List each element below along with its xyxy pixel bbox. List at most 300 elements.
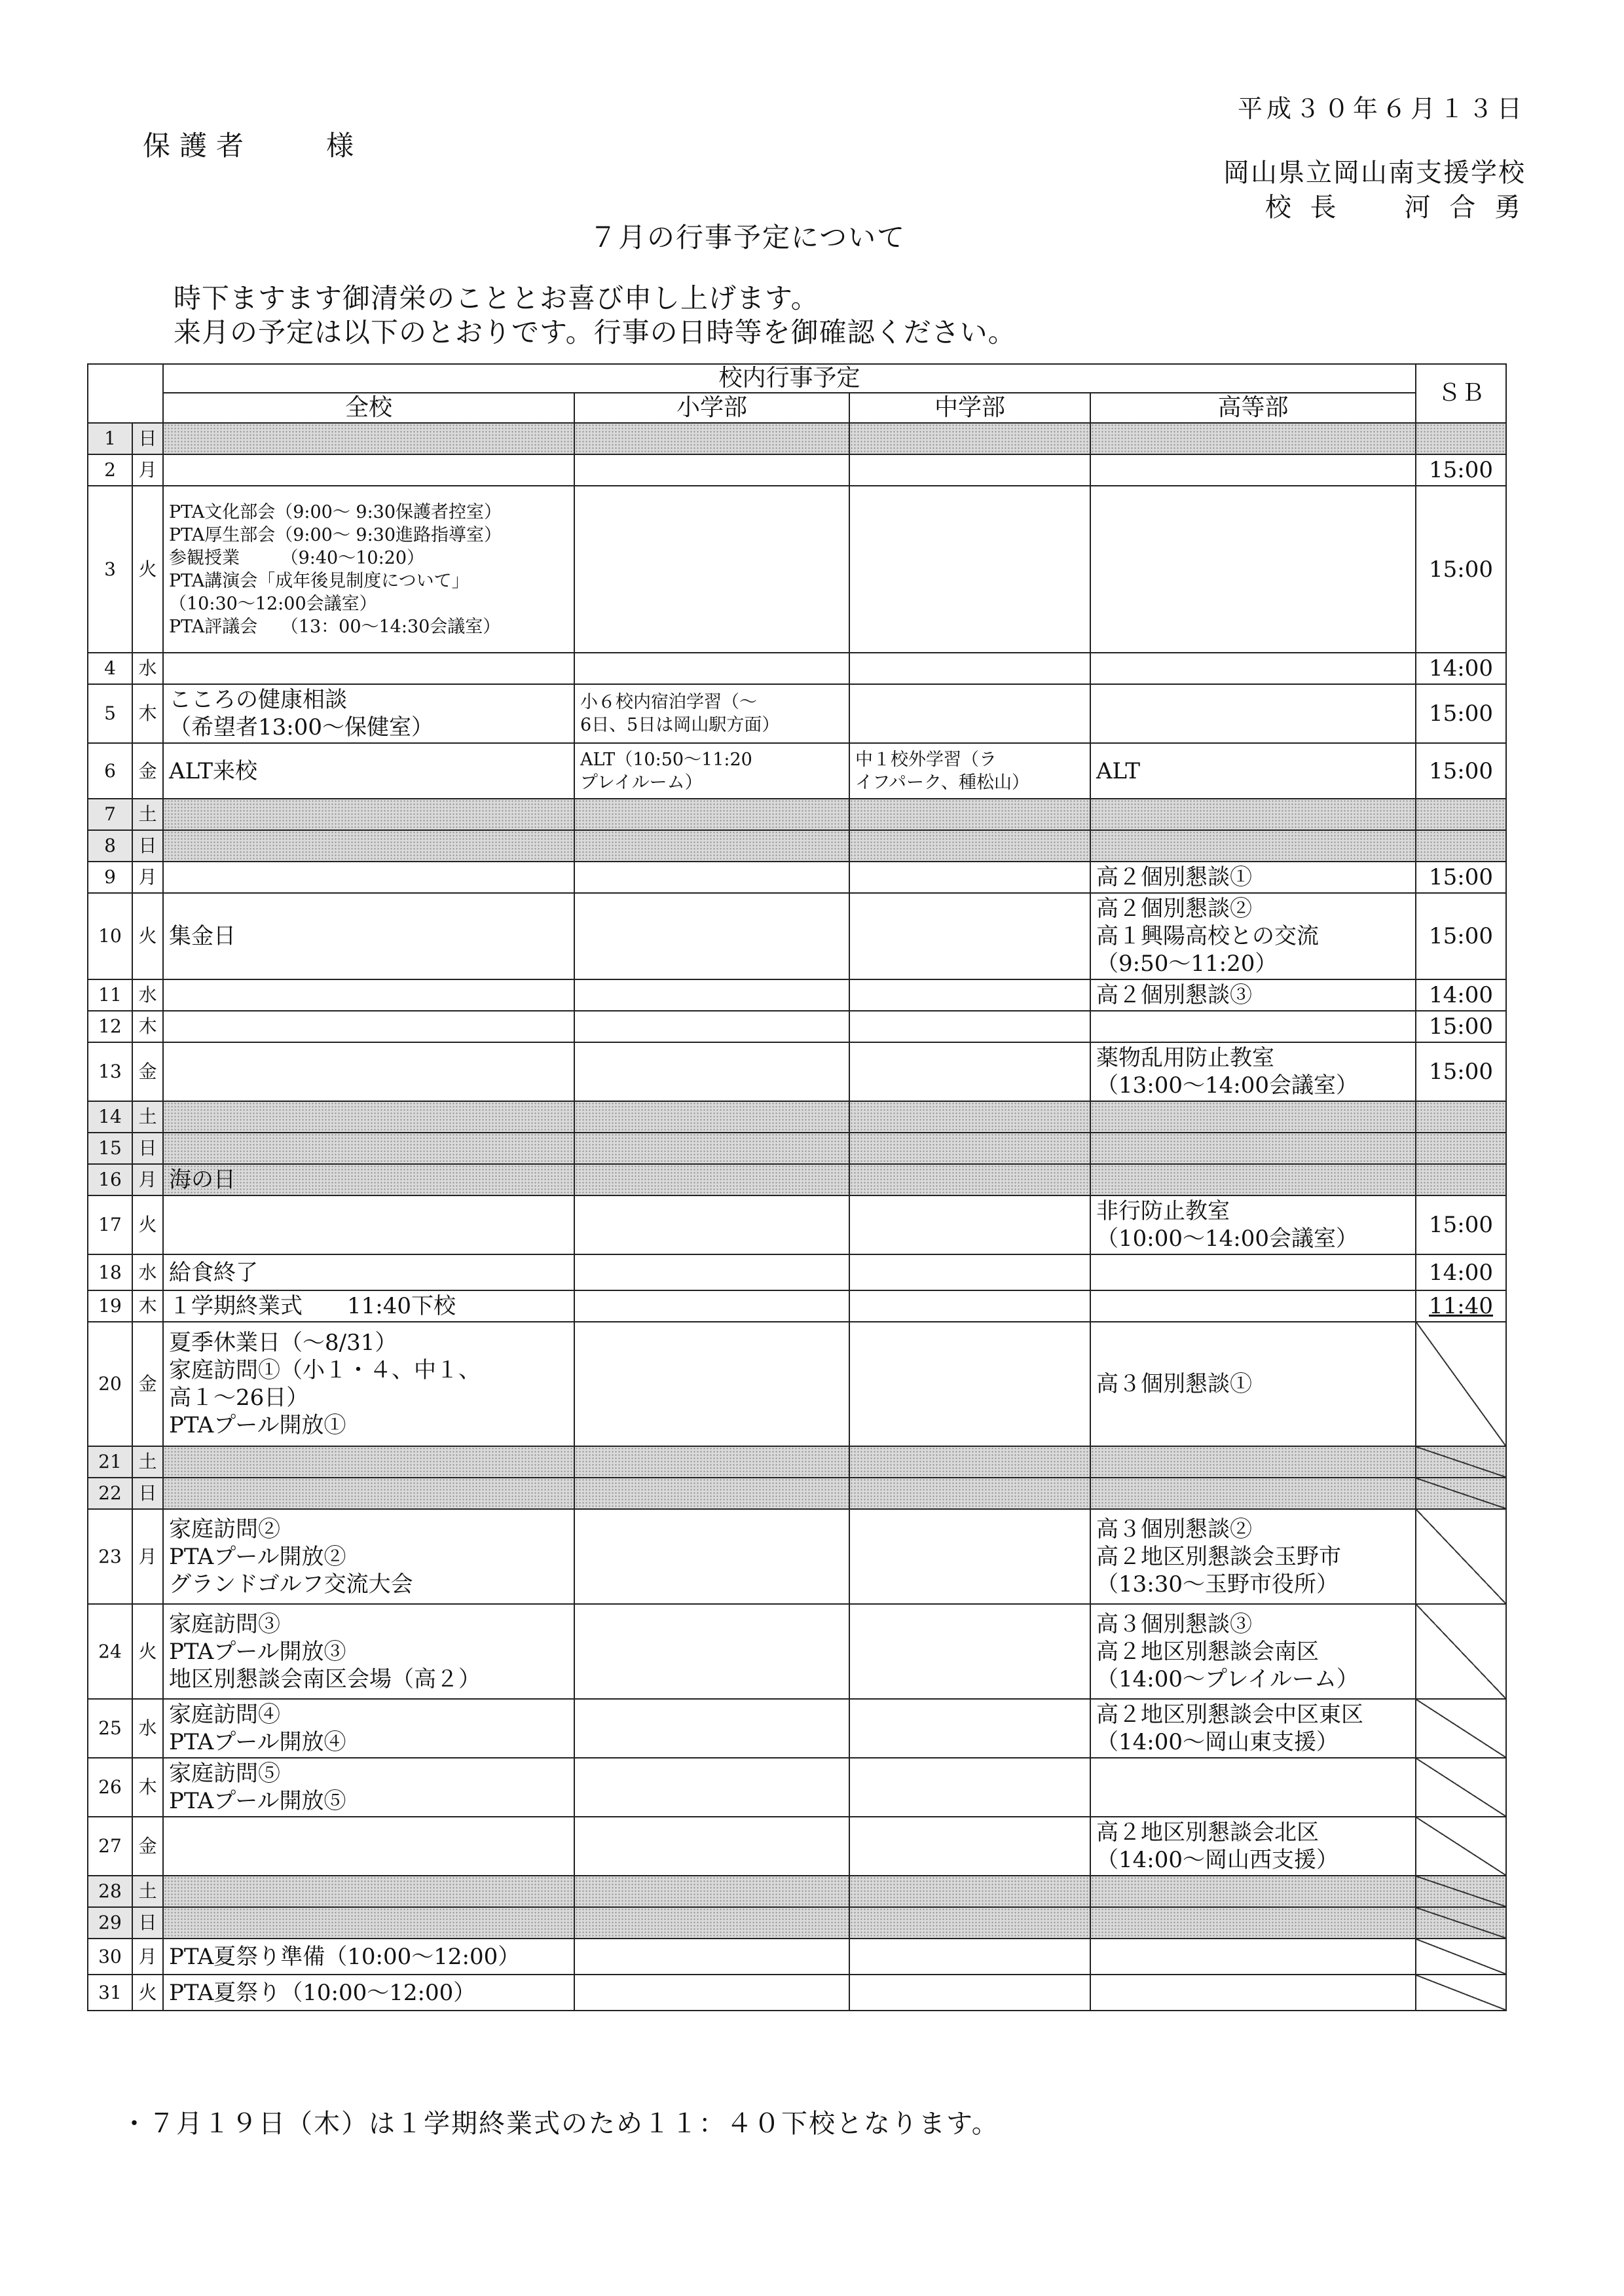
schedule-row <box>88 1939 1506 1975</box>
sb-time-text: 14:00 <box>1429 1259 1493 1286</box>
day-of-week: 火 <box>132 1975 163 2011</box>
all-school-cell <box>163 1195 574 1254</box>
elementary-cell <box>574 486 849 653</box>
day-number: 11 <box>88 979 132 1011</box>
all-school-cell <box>163 684 574 743</box>
sb-time <box>1416 1939 1506 1975</box>
all-school-cell <box>163 1011 574 1042</box>
schedule-row <box>88 1817 1506 1876</box>
schedule-body <box>88 423 1506 2011</box>
event-line: 高２個別懇談③ <box>1096 982 1252 1008</box>
schedule-row <box>88 1101 1506 1133</box>
junior-high-cell <box>849 1195 1090 1254</box>
elementary-cell <box>574 1446 849 1478</box>
all-school-cell <box>163 1164 574 1195</box>
sb-time <box>1416 653 1506 684</box>
schedule-row <box>88 1195 1506 1254</box>
day-of-week: 火 <box>132 1604 163 1699</box>
schedule-row <box>88 684 1506 743</box>
high-school-cell <box>1090 1011 1416 1042</box>
sb-time <box>1416 1133 1506 1164</box>
schedule-row <box>88 1876 1506 1907</box>
document-title: ７月の行事予定について <box>589 221 906 253</box>
schedule-table <box>87 363 1507 2011</box>
event-line: 高２地区別懇談会中区東区 <box>1096 1702 1363 1728</box>
high-school-cell <box>1090 1509 1416 1604</box>
day-number: 20 <box>88 1322 132 1446</box>
elementary-cell <box>574 1011 849 1042</box>
event-line: 地区別懇談会南区会場（高２） <box>169 1666 481 1692</box>
high-school-cell <box>1090 979 1416 1011</box>
sb-time-text: 15:00 <box>1429 556 1493 583</box>
event-line: PTA講演会「成年後見制度について」 <box>169 570 470 591</box>
high-school-cell <box>1090 1876 1416 1907</box>
elementary-cell <box>574 1939 849 1975</box>
junior-high-cell <box>849 1101 1090 1133</box>
elementary-cell <box>574 979 849 1011</box>
event-line: 中１校外学習（ラ <box>855 749 997 770</box>
sb-header: ＳＢ <box>1416 364 1506 423</box>
all-school-cell <box>163 1699 574 1758</box>
day-number: 4 <box>88 653 132 684</box>
schedule-row <box>88 1604 1506 1699</box>
day-of-week: 土 <box>132 799 163 830</box>
all-school-cell <box>163 1939 574 1975</box>
junior-high-cell <box>849 1478 1090 1509</box>
day-number: 28 <box>88 1876 132 1907</box>
elementary-cell <box>574 1101 849 1133</box>
junior-high-cell <box>849 893 1090 979</box>
day-number: 13 <box>88 1042 132 1101</box>
schedule-row <box>88 454 1506 486</box>
day-of-week: 火 <box>132 893 163 979</box>
event-line: イフパーク、種松山） <box>855 772 1029 793</box>
schedule-row <box>88 1133 1506 1164</box>
schedule-row <box>88 1290 1506 1322</box>
all-school-cell <box>163 1101 574 1133</box>
day-of-week: 火 <box>132 486 163 653</box>
sb-time <box>1416 454 1506 486</box>
day-number: 19 <box>88 1290 132 1322</box>
event-line: 高３個別懇談② <box>1096 1516 1252 1542</box>
event-line: （希望者13:00～保健室） <box>169 714 434 740</box>
day-number: 15 <box>88 1133 132 1164</box>
junior-high-cell <box>849 1817 1090 1876</box>
schedule-row <box>88 1509 1506 1604</box>
day-of-week: 木 <box>132 1011 163 1042</box>
sb-time <box>1416 1254 1506 1290</box>
all-school-cell <box>163 979 574 1011</box>
all-school-cell <box>163 1817 574 1876</box>
elementary-cell <box>574 1478 849 1509</box>
day-of-week: 土 <box>132 1101 163 1133</box>
all-school-cell <box>163 1876 574 1907</box>
junior-high-header: 中学部 <box>849 393 1090 423</box>
greeting-text <box>174 282 1016 350</box>
high-school-cell <box>1090 1817 1416 1876</box>
day-of-week: 土 <box>132 1876 163 1907</box>
event-line: 参観授業 （9:40～10:20） <box>169 547 425 568</box>
junior-high-cell <box>849 1699 1090 1758</box>
day-header-blank <box>88 364 163 423</box>
day-of-week: 木 <box>132 1758 163 1817</box>
event-line: （9:50～11:20） <box>1096 951 1278 977</box>
elementary-cell <box>574 454 849 486</box>
all-school-cell <box>163 1907 574 1939</box>
event-line: ALT <box>1096 757 1141 784</box>
high-school-cell <box>1090 1758 1416 1817</box>
junior-high-cell <box>849 1939 1090 1975</box>
schedule-row <box>88 486 1506 653</box>
day-number: 12 <box>88 1011 132 1042</box>
junior-high-cell <box>849 1509 1090 1604</box>
event-line: 高２地区別懇談会南区 <box>1096 1638 1319 1665</box>
high-school-cell <box>1090 799 1416 830</box>
elementary-header: 小学部 <box>574 393 849 423</box>
sb-time <box>1416 1101 1506 1133</box>
event-line: 夏季休業日（～8/31） <box>169 1330 397 1356</box>
junior-high-cell <box>849 830 1090 862</box>
high-school-cell <box>1090 454 1416 486</box>
sb-time-text: 15:00 <box>1429 701 1493 727</box>
sb-time <box>1416 1011 1506 1042</box>
event-line: 小６校内宿泊学習（～ <box>580 692 757 712</box>
event-line: こころの健康相談 <box>169 687 347 713</box>
event-line: PTAプール開放③ <box>169 1638 346 1665</box>
elementary-cell <box>574 1290 849 1322</box>
event-line: PTA厚生部会（9:00～ 9:30進路指導室） <box>169 524 502 545</box>
event-line: （13:00～14:00会議室） <box>1096 1072 1358 1099</box>
day-of-week: 月 <box>132 1164 163 1195</box>
event-line: 海の日 <box>169 1167 236 1193</box>
event-line: PTA夏祭り準備（10:00～12:00） <box>169 1943 521 1970</box>
elementary-cell <box>574 743 849 799</box>
greeting-line: 時下ますます御清栄のこととお喜び申し上げます。 <box>174 282 819 314</box>
sb-time <box>1416 1322 1506 1446</box>
elementary-cell <box>574 1817 849 1876</box>
high-school-cell <box>1090 1290 1416 1322</box>
high-school-cell <box>1090 1322 1416 1446</box>
high-school-cell <box>1090 743 1416 799</box>
schedule-row <box>88 979 1506 1011</box>
event-line: PTA夏祭り（10:00～12:00） <box>169 1979 476 2006</box>
event-line: 非行防止教室 <box>1096 1198 1230 1224</box>
all-school-cell <box>163 1604 574 1699</box>
event-line: （14:00～岡山東支援） <box>1096 1729 1338 1755</box>
event-line: （10:30～12:00会議室） <box>169 593 377 614</box>
event-line: （14:00～プレイルーム） <box>1096 1666 1359 1692</box>
event-line: プレイルーム） <box>580 772 703 793</box>
day-number: 7 <box>88 799 132 830</box>
day-number: 17 <box>88 1195 132 1254</box>
high-school-cell <box>1090 1042 1416 1101</box>
event-line: 家庭訪問⑤ <box>169 1760 280 1787</box>
intro-line: 来月の予定は以下のとおりです。行事の日時等を御確認ください。 <box>174 316 1016 348</box>
high-school-cell <box>1090 1101 1416 1133</box>
day-number: 2 <box>88 454 132 486</box>
document-date: 平成３０年６月１３日 <box>1237 94 1526 123</box>
day-of-week: 火 <box>132 1195 163 1254</box>
elementary-cell <box>574 799 849 830</box>
sb-time-text: 11:40 <box>1429 1293 1493 1319</box>
high-school-cell <box>1090 1907 1416 1939</box>
sb-time <box>1416 423 1506 454</box>
day-of-week: 金 <box>132 743 163 799</box>
day-of-week: 金 <box>132 1322 163 1446</box>
all-school-cell <box>163 1975 574 2011</box>
elementary-cell <box>574 1876 849 1907</box>
elementary-cell <box>574 1758 849 1817</box>
day-of-week: 土 <box>132 1446 163 1478</box>
junior-high-cell <box>849 1446 1090 1478</box>
sb-time <box>1416 1195 1506 1254</box>
high-school-cell <box>1090 1975 1416 2011</box>
day-number: 27 <box>88 1817 132 1876</box>
elementary-cell <box>574 1133 849 1164</box>
event-line: 高１～26日） <box>169 1385 309 1411</box>
sb-time-text: 14:00 <box>1429 655 1493 682</box>
day-of-week: 日 <box>132 1907 163 1939</box>
sb-time <box>1416 893 1506 979</box>
event-line: （14:00～岡山西支援） <box>1096 1847 1338 1873</box>
schedule-row <box>88 1907 1506 1939</box>
sb-time <box>1416 862 1506 893</box>
schedule-row <box>88 799 1506 830</box>
all-school-cell <box>163 1042 574 1101</box>
high-school-cell <box>1090 893 1416 979</box>
event-line: 薬物乱用防止教室 <box>1096 1045 1274 1071</box>
schedule-row <box>88 1254 1506 1290</box>
junior-high-cell <box>849 1975 1090 2011</box>
day-number: 22 <box>88 1478 132 1509</box>
elementary-cell <box>574 1907 849 1939</box>
event-line: 高２個別懇談① <box>1096 864 1252 890</box>
high-school-cell <box>1090 423 1416 454</box>
sb-time <box>1416 979 1506 1011</box>
sb-time <box>1416 799 1506 830</box>
sb-time <box>1416 1817 1506 1876</box>
day-number: 26 <box>88 1758 132 1817</box>
schedule-row <box>88 1446 1506 1478</box>
all-school-cell <box>163 1758 574 1817</box>
day-number: 16 <box>88 1164 132 1195</box>
high-school-cell <box>1090 1478 1416 1509</box>
all-school-cell <box>163 1133 574 1164</box>
day-number: 6 <box>88 743 132 799</box>
junior-high-cell <box>849 1133 1090 1164</box>
event-line: （13:30～玉野市役所） <box>1096 1571 1338 1597</box>
day-number: 21 <box>88 1446 132 1478</box>
event-line: 高３個別懇談① <box>1096 1371 1252 1397</box>
sb-time <box>1416 830 1506 862</box>
day-of-week: 木 <box>132 1290 163 1322</box>
principal-name: 校 長 河 合 勇 <box>1264 192 1526 223</box>
high-school-cell <box>1090 1133 1416 1164</box>
junior-high-cell <box>849 862 1090 893</box>
junior-high-cell <box>849 1164 1090 1195</box>
event-line: PTAプール開放④ <box>169 1729 346 1755</box>
junior-high-cell <box>849 1876 1090 1907</box>
school-name: 岡山県立岡山南支援学校 <box>1223 158 1526 188</box>
event-line: PTAプール開放① <box>169 1412 346 1438</box>
sb-time <box>1416 1758 1506 1817</box>
schedule-row <box>88 1758 1506 1817</box>
junior-high-cell <box>849 486 1090 653</box>
high-school-cell <box>1090 1254 1416 1290</box>
event-line: PTA評議会 （13：00～14:30会議室） <box>169 616 501 637</box>
sb-time <box>1416 1876 1506 1907</box>
high-school-cell <box>1090 1699 1416 1758</box>
event-line: 高３個別懇談③ <box>1096 1611 1252 1637</box>
event-line: 家庭訪問④ <box>169 1702 280 1728</box>
elementary-cell <box>574 1509 849 1604</box>
day-of-week: 水 <box>132 653 163 684</box>
junior-high-cell <box>849 653 1090 684</box>
elementary-cell <box>574 423 849 454</box>
event-line: （10:00～14:00会議室） <box>1096 1226 1358 1252</box>
sb-time <box>1416 486 1506 653</box>
high-school-cell <box>1090 830 1416 862</box>
all-school-cell <box>163 799 574 830</box>
schedule-row <box>88 893 1506 979</box>
day-of-week: 日 <box>132 423 163 454</box>
event-line: 高２地区別懇談会北区 <box>1096 1819 1319 1846</box>
day-of-week: 月 <box>132 862 163 893</box>
elementary-cell <box>574 1975 849 2011</box>
high-school-header: 高等部 <box>1090 393 1416 423</box>
sb-time-text: 15:00 <box>1429 923 1493 949</box>
schedule-row <box>88 1164 1506 1195</box>
event-line: 家庭訪問③ <box>169 1611 280 1637</box>
sb-time <box>1416 684 1506 743</box>
sb-time <box>1416 1907 1506 1939</box>
day-of-week: 月 <box>132 1509 163 1604</box>
day-number: 8 <box>88 830 132 862</box>
junior-high-cell <box>849 1254 1090 1290</box>
high-school-cell <box>1090 1604 1416 1699</box>
day-number: 5 <box>88 684 132 743</box>
addressee: 保護者 様 <box>143 130 363 162</box>
sb-time-text: 14:00 <box>1429 982 1493 1008</box>
event-line: 家庭訪問①（小１・４、中１、 <box>169 1357 481 1383</box>
all-school-cell <box>163 486 574 653</box>
junior-high-cell <box>849 799 1090 830</box>
junior-high-cell <box>849 979 1090 1011</box>
all-school-cell <box>163 423 574 454</box>
high-school-cell <box>1090 486 1416 653</box>
sb-time <box>1416 1699 1506 1758</box>
day-number: 31 <box>88 1975 132 2011</box>
junior-high-cell <box>849 743 1090 799</box>
schedule-row <box>88 423 1506 454</box>
day-number: 30 <box>88 1939 132 1975</box>
day-number: 24 <box>88 1604 132 1699</box>
event-line: １学期終業式 11:40下校 <box>169 1293 456 1319</box>
schedule-row <box>88 1042 1506 1101</box>
junior-high-cell <box>849 1042 1090 1101</box>
day-number: 18 <box>88 1254 132 1290</box>
day-of-week: 日 <box>132 1133 163 1164</box>
sb-time <box>1416 1509 1506 1604</box>
sb-time-text: 15:00 <box>1429 1212 1493 1238</box>
event-line: 高１興陽高校との交流 <box>1096 923 1319 949</box>
event-line: 高２個別懇談② <box>1096 896 1252 922</box>
junior-high-cell <box>849 1290 1090 1322</box>
elementary-cell <box>574 684 849 743</box>
junior-high-cell <box>849 1907 1090 1939</box>
day-number: 10 <box>88 893 132 979</box>
all-school-header: 全校 <box>163 393 574 423</box>
day-of-week: 日 <box>132 830 163 862</box>
sb-time <box>1416 1478 1506 1509</box>
sb-time-text: 15:00 <box>1429 1013 1493 1040</box>
day-of-week: 水 <box>132 979 163 1011</box>
day-number: 29 <box>88 1907 132 1939</box>
high-school-cell <box>1090 1164 1416 1195</box>
schedule-row <box>88 1478 1506 1509</box>
schedule-row <box>88 1011 1506 1042</box>
all-school-cell <box>163 862 574 893</box>
day-of-week: 月 <box>132 454 163 486</box>
all-school-cell <box>163 1478 574 1509</box>
day-of-week: 水 <box>132 1699 163 1758</box>
event-line: PTAプール開放② <box>169 1543 346 1570</box>
event-line: PTA文化部会（9:00～ 9:30保護者控室） <box>169 501 502 522</box>
all-school-cell <box>163 893 574 979</box>
all-school-cell <box>163 1254 574 1290</box>
all-school-cell <box>163 830 574 862</box>
sb-time <box>1416 743 1506 799</box>
day-number: 25 <box>88 1699 132 1758</box>
day-of-week: 水 <box>132 1254 163 1290</box>
elementary-cell <box>574 653 849 684</box>
day-number: 3 <box>88 486 132 653</box>
all-school-cell <box>163 1322 574 1446</box>
event-line: グランドゴルフ交流大会 <box>169 1571 413 1597</box>
sb-time <box>1416 1446 1506 1478</box>
elementary-cell <box>574 893 849 979</box>
all-school-cell <box>163 1509 574 1604</box>
event-line: 家庭訪問② <box>169 1516 280 1542</box>
sb-time <box>1416 1290 1506 1322</box>
elementary-cell <box>574 1699 849 1758</box>
day-of-week: 金 <box>132 1817 163 1876</box>
event-line: ALT（10:50～11:20 <box>580 749 752 770</box>
schedule-row <box>88 862 1506 893</box>
event-line: 高２地区別懇談会玉野市 <box>1096 1543 1341 1570</box>
sb-time-text: 15:00 <box>1429 457 1493 483</box>
schedule-row <box>88 653 1506 684</box>
event-line: ALT来校 <box>169 757 258 784</box>
junior-high-cell <box>849 1604 1090 1699</box>
day-of-week: 木 <box>132 684 163 743</box>
high-school-cell <box>1090 684 1416 743</box>
junior-high-cell <box>849 1011 1090 1042</box>
day-number: 9 <box>88 862 132 893</box>
schedule-row <box>88 743 1506 799</box>
day-of-week: 金 <box>132 1042 163 1101</box>
elementary-cell <box>574 1604 849 1699</box>
all-school-cell <box>163 743 574 799</box>
all-school-cell <box>163 1290 574 1322</box>
day-of-week: 月 <box>132 1939 163 1975</box>
junior-high-cell <box>849 1322 1090 1446</box>
high-school-cell <box>1090 1195 1416 1254</box>
event-line: PTAプール開放⑤ <box>169 1788 346 1814</box>
elementary-cell <box>574 1254 849 1290</box>
junior-high-cell <box>849 684 1090 743</box>
day-of-week: 日 <box>132 1478 163 1509</box>
